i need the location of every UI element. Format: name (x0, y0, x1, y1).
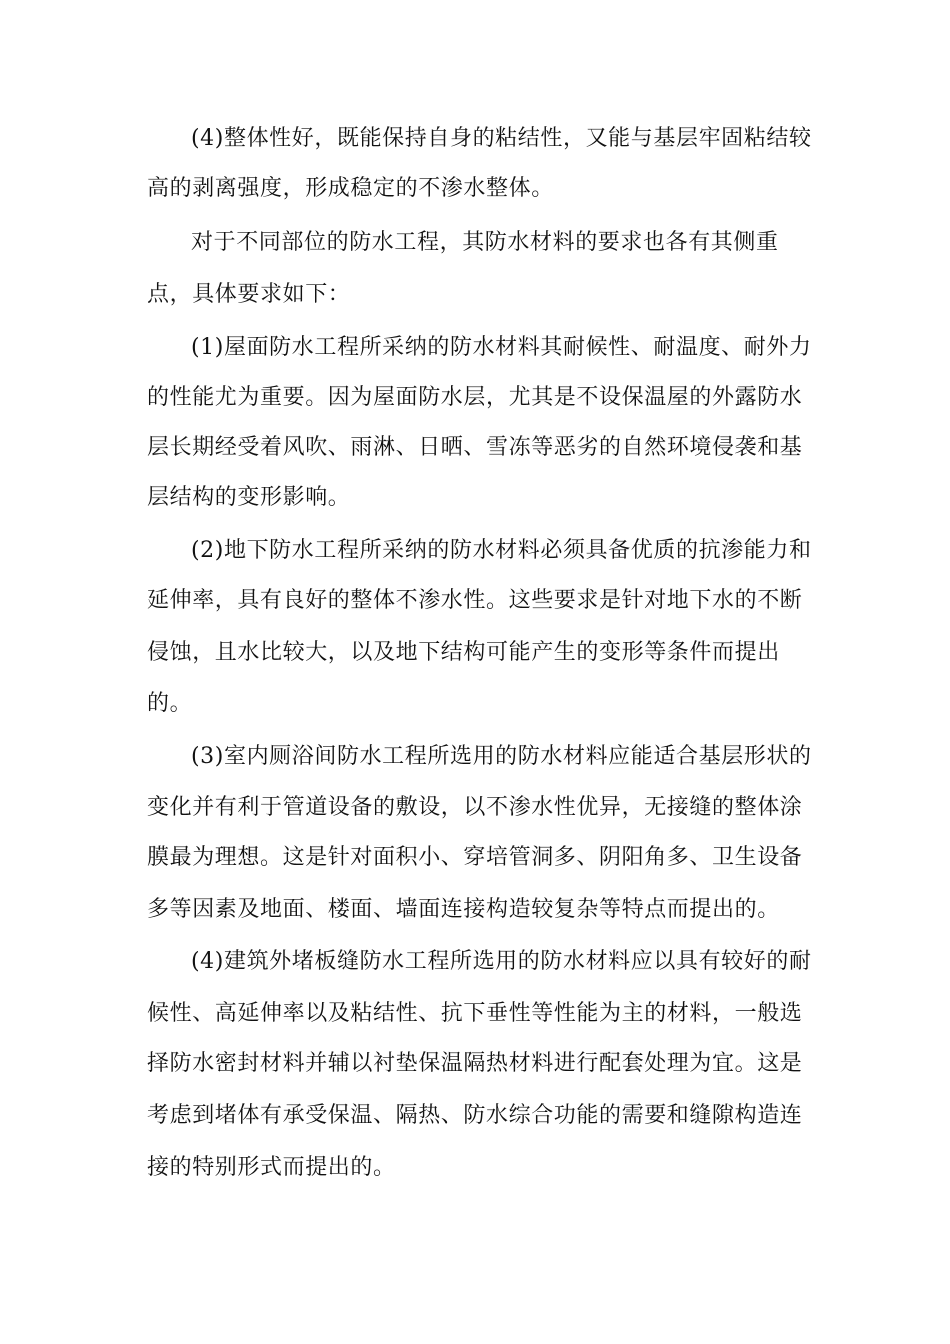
paragraph-6-line-3: 择防水密封材料并辅以衬垫保温隔热材料进行配套处理为宜。这是 (147, 1051, 803, 1076)
paragraph-6-line-4: 考虑到堵体有承受保温、隔热、防水综合功能的需要和缝隙构造连 (147, 1103, 803, 1128)
paragraph-3-line-3: 层长期经受着风吹、雨淋、日晒、雪冻等恶劣的自然环境侵袭和基 (147, 435, 803, 460)
paragraph-6-line-5: 接的特别形式而提出的。 (147, 1155, 396, 1180)
paragraph-6-line-2: 候性、高延伸率以及粘结性、抗下垂性等性能为主的材料，一般选 (147, 1001, 803, 1026)
paragraph-3-line-2: 的性能尤为重要。因为屋面防水层，尤其是不设保温屋的外露防水 (147, 385, 803, 410)
paragraph-5-line-4: 多等因素及地面、楼面、墙面连接构造较复杂等特点而提出的。 (147, 897, 780, 922)
paragraph-3-line-4: 层结构的变形影响。 (147, 485, 351, 510)
paragraph-2-line-1: 对于不同部位的防水工程，其防水材料的要求也各有其侧重 (191, 230, 779, 255)
paragraph-3-line-1: (1)屋面防水工程所采纳的防水材料其耐候性、耐温度、耐外力 (191, 335, 812, 360)
paragraph-1-line-2: 高的剥离强度，形成稳定的不渗水整体。 (147, 176, 554, 201)
paragraph-4-line-1: (2)地下防水工程所采纳的防水材料必须具备优质的抗渗能力和 (191, 538, 812, 563)
paragraph-5-line-3: 膜最为理想。这是针对面积小、穿培管洞多、阴阳角多、卫生设备 (147, 845, 803, 870)
paragraph-1-line-1: (4)整体性好，既能保持自身的粘结性，又能与基层牢固粘结较 (191, 126, 812, 151)
paragraph-4-line-3: 侵蚀，且水比较大，以及地下结构可能产生的变形等条件而提出 (147, 640, 780, 665)
paragraph-2-line-2: 点，具体要求如下： (147, 282, 351, 307)
paragraph-4-line-2: 延伸率，具有良好的整体不渗水性。这些要求是针对地下水的不断 (147, 588, 803, 613)
paragraph-5-line-1: (3)室内厕浴间防水工程所选用的防水材料应能适合基层形状的 (191, 744, 812, 769)
paragraph-6-line-1: (4)建筑外堵板缝防水工程所选用的防水材料应以具有较好的耐 (191, 949, 812, 974)
paragraph-4-line-4: 的。 (147, 691, 193, 716)
paragraph-5-line-2: 变化并有利于管道设备的敷设，以不渗水性优异，无接缝的整体涂 (147, 795, 803, 820)
